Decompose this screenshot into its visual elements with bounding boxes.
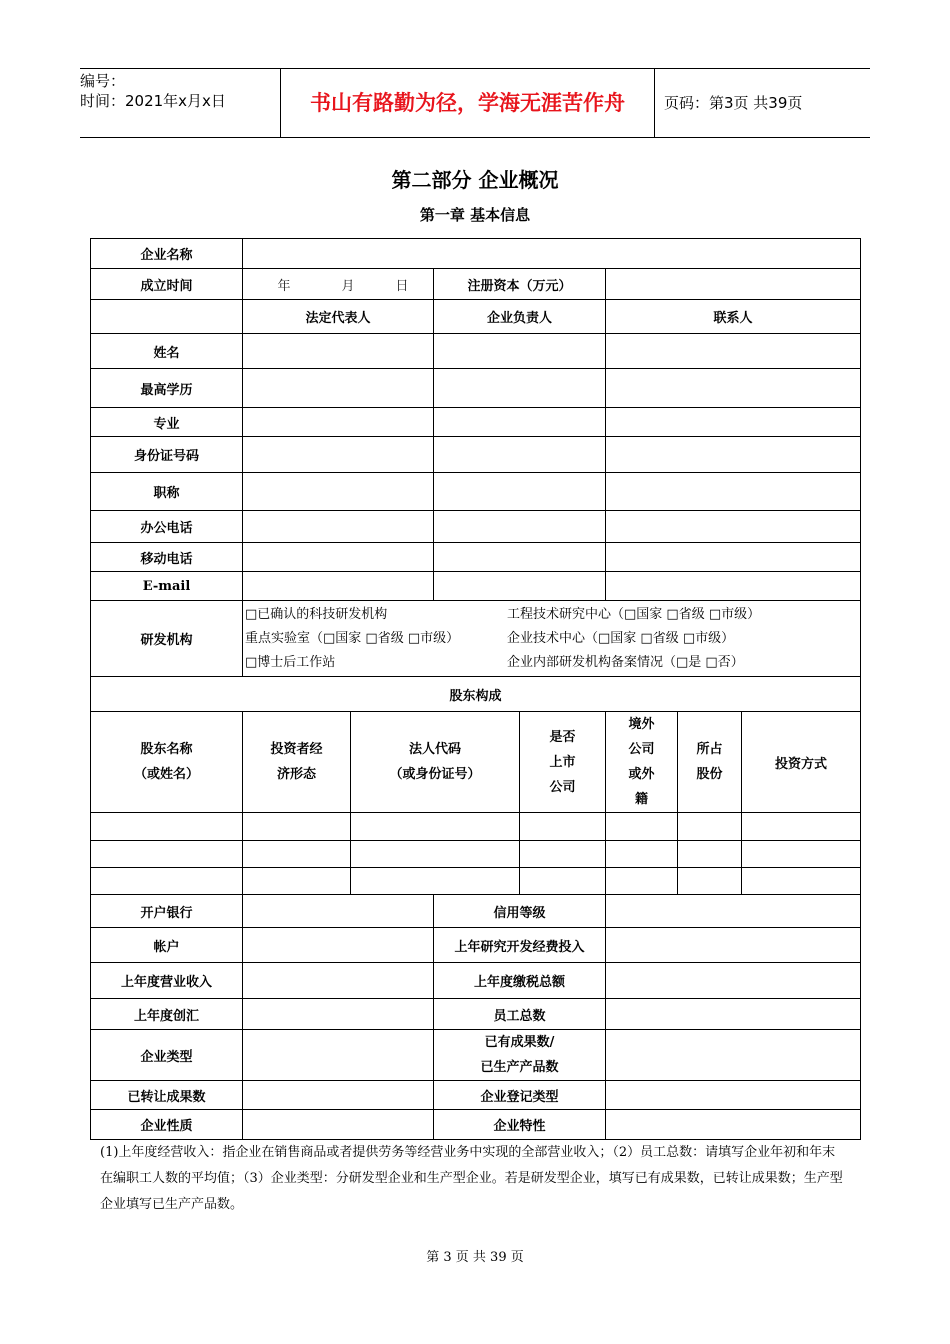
header-page-code: 页码：第3页 共39页 [664,94,803,112]
field-cell[interactable] [243,473,434,511]
account-field[interactable] [243,928,434,963]
employees-field[interactable] [606,999,861,1030]
field-cell[interactable] [606,408,861,437]
sh-cell[interactable] [678,813,742,841]
time-label: 时间：2021年x月x日 [80,92,226,110]
header-meta [80,69,280,139]
field-cell[interactable] [434,473,606,511]
sh-cell[interactable] [243,813,351,841]
feature-label: 企业特性 [434,1110,606,1140]
text: （或姓名） [133,767,199,782]
transferred-field[interactable] [243,1081,434,1110]
field-cell[interactable] [606,511,861,543]
sh-cell[interactable] [520,813,606,841]
sh-cell[interactable] [243,868,351,895]
sh-cell[interactable] [742,841,861,868]
sh-cell[interactable] [606,868,678,895]
footnote: (1)上年度经营收入：指企业在销售商品或者提供劳务等经营业务中实现的全部营业收入；（2）员工总数：请填写企业年初和年末在编职工人数的平均值；（3）企业类型：分研发型企业和生产型企业。若是研发型企业，填写已有成果数，已转让成果数；生产型企业填写已生产产品数。 [100,1145,843,1212]
field-cell[interactable] [606,543,861,572]
field-cell[interactable] [434,572,606,601]
fx-field[interactable] [243,999,434,1030]
bank-field[interactable] [243,895,434,928]
shareholding-header: 股东构成 [91,677,861,712]
company-type-field[interactable] [243,1030,434,1081]
legal-rep-header: 法定代表人 [243,300,434,334]
row-label-id-number: 身份证号码 [91,437,243,473]
reg-type-field[interactable] [606,1081,861,1110]
text: 是否 [549,729,576,745]
row-label-mobile: 移动电话 [91,543,243,572]
row-label-office-phone: 办公电话 [91,511,243,543]
chapter-title: 第一章 基本信息 [419,206,531,224]
investor-type-header [243,712,351,813]
sh-name-header [91,712,243,813]
transferred-label: 已转让成果数 [91,1081,243,1110]
tax-field[interactable] [606,963,861,999]
sh-cell[interactable] [606,813,678,841]
field-cell[interactable] [243,511,434,543]
share-header [678,712,742,813]
field-cell[interactable] [606,473,861,511]
sh-cell[interactable] [351,841,520,868]
row-label-name: 姓名 [91,334,243,369]
field-cell[interactable] [243,369,434,408]
field-cell[interactable] [243,334,434,369]
text: 公司 [628,742,655,757]
text: 境外 [628,717,655,732]
sh-cell[interactable] [351,813,520,841]
field-cell[interactable] [434,543,606,572]
results-field[interactable] [606,1030,861,1081]
rd-org-label: 研发机构 [91,601,243,677]
sh-cell[interactable] [606,841,678,868]
year-label: 年 [277,278,291,294]
reg-type-label: 企业登记类型 [434,1081,606,1110]
row-label-title: 职称 [91,473,243,511]
account-label: 帐户 [91,928,243,963]
text: 已生产产品数 [480,1060,559,1075]
rd-org-options[interactable] [243,601,861,677]
credit-field[interactable] [606,895,861,928]
field-cell[interactable] [606,572,861,601]
row-label-email: E-mail [91,572,243,601]
text: 法人代码 [408,742,461,757]
text: （或身份证号） [389,767,481,782]
blank-cell [91,300,243,334]
rd-invest-field[interactable] [606,928,861,963]
field-cell[interactable] [434,408,606,437]
company-type-label: 企业类型 [91,1030,243,1081]
text: 已有成果数/ [484,1035,555,1050]
text: 籍 [634,792,648,807]
registered-capital-field[interactable] [606,269,861,300]
sh-cell[interactable] [351,868,520,895]
page-footer: 第 3 页 共 39 页 [426,1250,524,1265]
row-label-education: 最高学历 [91,369,243,408]
text: 股份 [696,767,723,782]
credit-label: 信用等级 [434,895,606,928]
company-name-field[interactable] [243,239,861,269]
header-motto: 书山有路勤为径，学海无涯苦作舟 [280,69,655,137]
field-cell[interactable] [243,543,434,572]
field-cell[interactable] [606,437,861,473]
established-date-field[interactable] [243,269,434,300]
sh-cell[interactable] [678,841,742,868]
sh-cell[interactable] [678,868,742,895]
rd-option[interactable]: 企业内部研发机构备案情况（□是 □否） [507,654,744,670]
legal-code-header [351,712,520,813]
field-cell[interactable] [243,408,434,437]
day-label: 日 [395,278,409,294]
page-header [80,68,870,138]
text: 或外 [628,767,655,782]
sh-cell[interactable] [243,841,351,868]
sh-cell[interactable] [520,868,606,895]
field-cell[interactable] [243,437,434,473]
contact-header: 联系人 [606,300,861,334]
foreign-header [606,712,678,813]
company-info-table [90,238,861,1140]
revenue-field[interactable] [243,963,434,999]
sh-cell[interactable] [91,841,243,868]
bank-label: 开户银行 [91,895,243,928]
sh-cell[interactable] [520,841,606,868]
rd-option[interactable]: 企业技术中心（□国家 □省级 □市级） [507,630,735,646]
rd-option[interactable]: 工程技术研究中心（□国家 □省级 □市级） [507,606,761,622]
fx-label: 上年度创汇 [91,999,243,1030]
rd-option[interactable]: □博士后工作站 [245,654,336,670]
field-cell[interactable] [434,334,606,369]
revenue-label: 上年度营业收入 [91,963,243,999]
sh-cell[interactable] [742,813,861,841]
company-name-label: 企业名称 [91,239,243,269]
text: 股东名称 [140,742,193,757]
text: 投资者经 [270,742,323,757]
sh-cell[interactable] [91,813,243,841]
row-label-major: 专业 [91,408,243,437]
field-cell[interactable] [606,334,861,369]
rd-option[interactable]: □已确认的科技研发机构 [245,606,388,622]
text: 公司 [549,779,576,795]
nature-label: 企业性质 [91,1110,243,1140]
text: 所占 [696,742,723,757]
sh-cell[interactable] [742,868,861,895]
field-cell[interactable] [243,572,434,601]
text: 济形态 [276,767,316,782]
listed-header [520,712,606,813]
rd-option[interactable]: 重点实验室（□国家 □省级 □市级） [245,630,460,646]
rd-invest-label: 上年研究开发经费投入 [434,928,606,963]
field-cell[interactable] [434,437,606,473]
established-label: 成立时间 [91,269,243,300]
field-cell[interactable] [434,511,606,543]
tax-label: 上年度缴税总额 [434,963,606,999]
number-label: 编号： [80,72,126,90]
text: 上市 [549,754,576,770]
head-header: 企业负责人 [434,300,606,334]
field-cell[interactable] [434,369,606,408]
registered-capital-label: 注册资本（万元） [434,269,606,300]
employees-label: 员工总数 [434,999,606,1030]
month-label: 月 [341,278,355,294]
results-label [434,1030,606,1081]
invest-method-header: 投资方式 [742,712,861,813]
nature-field[interactable] [243,1110,434,1140]
feature-field[interactable] [606,1110,861,1140]
section-title: 第二部分 企业概况 [391,168,559,192]
field-cell[interactable] [606,369,861,408]
sh-cell[interactable] [91,868,243,895]
